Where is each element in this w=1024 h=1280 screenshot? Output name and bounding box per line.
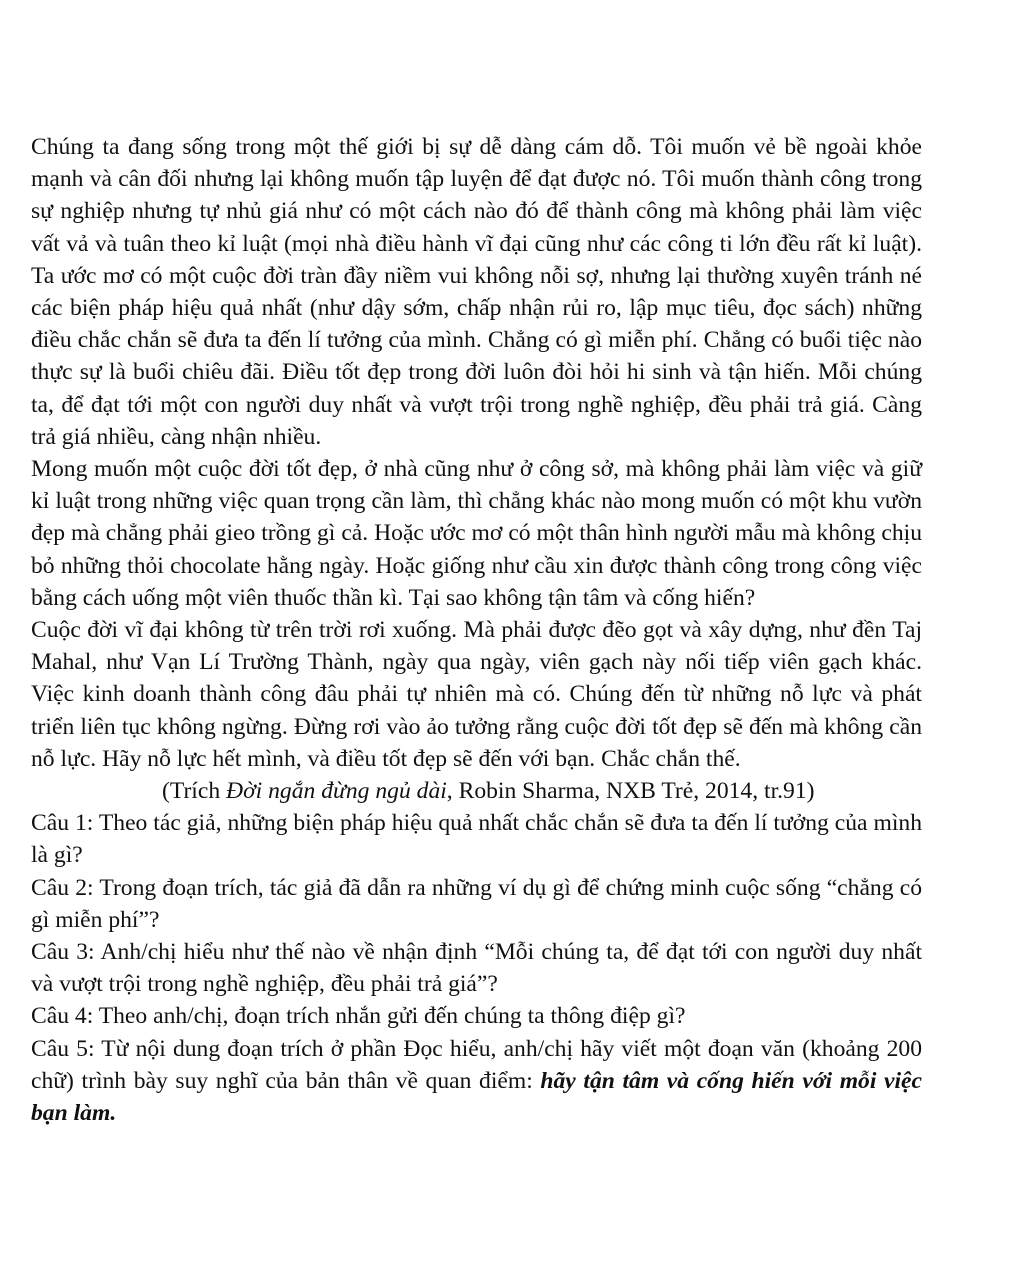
source-citation [31,775,922,807]
question-5-text: Câu 5: Từ nội dung đoạn trích ở phần Đọc hiểu, anh/chị hãy viết một đoạn văn (khoảng 200 chữ) trình bày suy nghĩ của bản thân về quan điểm: [31,1035,922,1094]
question-2: Câu 2: Trong đoạn trích, tác giả đã dẫn ra những ví dụ gì để chứng minh cuộc sống “chẳng có gì miễn phí”? [31,874,922,933]
passage-paragraph-3: Cuộc đời vĩ đại không từ trên trời rơi xuống. Mà phải được đẽo gọt và xây dựng, như đền Taj Mahal, như Vạn Lí Trường Thành, ngày qua ngày, viên gạch này nối tiếp viên gạch khác. Việc kinh doanh thành công đâu phải tự nhiên mà có. Chúng đến từ những nỗ lực và phát triển liên tục không ngừng. Đừng rơi vào ảo tưởng rằng cuộc đời tốt đẹp sẽ đến mà không cần nỗ lực. Hãy nỗ lực hết mình, và điều tốt đẹp sẽ đến với bạn. Chắc chắn thế. [31,617,922,772]
question-5-emphasis: hãy tận tâm và cống hiến với mỗi việc bạn làm. [31,1067,922,1127]
question-4: Câu 4: Theo anh/chị, đoạn trích nhắn gửi đến chúng ta thông điệp gì? [31,1003,686,1030]
question-5 [31,1033,922,1130]
document-page [31,131,922,1129]
book-title: Đời ngắn đừng ngủ dài [226,778,447,805]
question-1: Câu 1: Theo tác giả, những biện pháp hiệu quả nhất chắc chắn sẽ đưa ta đến lí tưởng của mình là gì? [31,810,922,869]
citation-prefix: (Trích [162,778,227,805]
passage-paragraph-1: Chúng ta đang sống trong một thế giới bị sự dễ dàng cám dỗ. Tôi muốn vẻ bề ngoài khỏe mạnh và cân đối nhưng lại không muốn tập luyện để đạt được nó. Tôi muốn thành công trong sự nghiệp nhưng tự nhủ giá như có một cách nào đó để thành công mà không phải làm việc vất vả và tuân theo kỉ luật (mọi nhà điều hành vĩ đại cũng như các công ti lớn đều rất kỉ luật). Ta ước mơ có một cuộc đời tràn đầy niềm vui không nỗi sợ, nhưng lại thường xuyên tránh né các biện pháp hiệu quả nhất (như dậy sớm, chấp nhận rủi ro, lập mục tiêu, đọc sách) những điều chắc chắn sẽ đưa ta đến lí tưởng của mình. Chẳng có gì miễn phí. Chẳng có buổi tiệc nào thực sự là buổi chiêu đãi. Điều tốt đẹp trong đời luôn đòi hỏi hi sinh và tận hiến. Mỗi chúng ta, để đạt tới một con người duy nhất và vượt trội trong nghề nghiệp, đều phải trả giá. Càng trả giá nhiều, càng nhận nhiều. [31,134,922,450]
citation-suffix: , Robin Sharma, NXB Trẻ, 2014, tr.91) [446,778,815,805]
question-3: Câu 3: Anh/chị hiểu như thế nào về nhận định “Mỗi chúng ta, để đạt tới con người duy nhất và vượt trội trong nghề nghiệp, đều phải trả giá”? [31,939,922,998]
passage-paragraph-2: Mong muốn một cuộc đời tốt đẹp, ở nhà cũng như ở công sở, mà không phải làm việc và giữ kỉ luật trong những việc quan trọng cần làm, thì chẳng khác nào mong muốn có một khu vườn đẹp mà chẳng phải gieo trồng gì cả. Hoặc ước mơ có một thân hình người mẫu mà không chịu bỏ những thỏi chocolate hằng ngày. Hoặc giống như cầu xin được thành công trong công việc bằng cách uống một viên thuốc thần kì. Tại sao không tận tâm và cống hiến? [31,456,922,611]
